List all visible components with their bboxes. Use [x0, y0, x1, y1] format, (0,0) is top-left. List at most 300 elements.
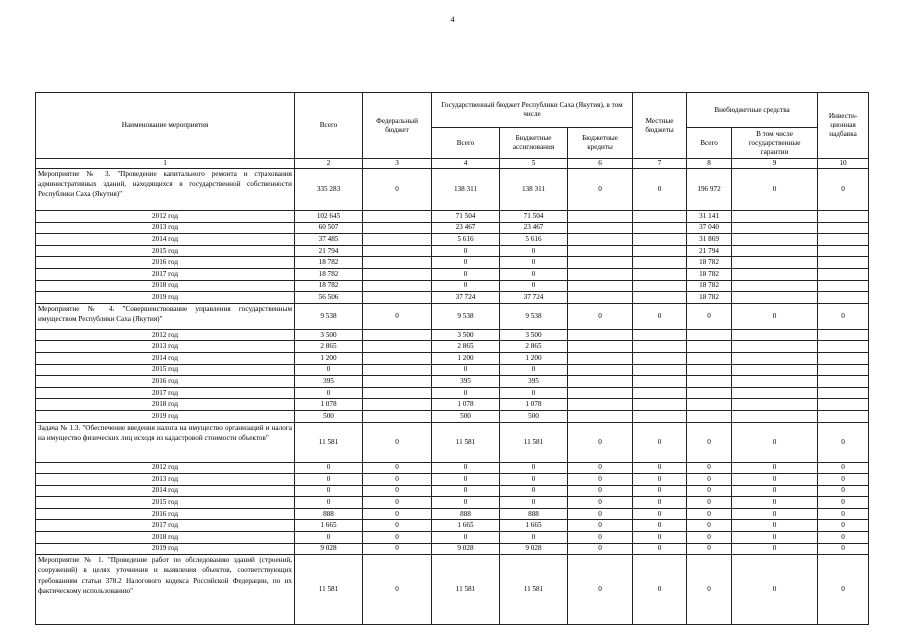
year-value: [818, 399, 869, 411]
year-value: [633, 280, 687, 292]
year-label: 2018 год: [36, 399, 295, 411]
year-value: 0: [432, 268, 500, 280]
measure-value: 11 581: [295, 555, 363, 625]
year-value: [363, 399, 432, 411]
year-value: 0: [732, 462, 818, 474]
measure-title: Мероприятие № 1. "Проведение работ по обследованию зданий (строений, сооружений) в целях уточнения и выявления объектов, соответствующих требованиям статьи 378.2 Налогового кодекса Российской Федерации, по их фактическому использованию": [36, 555, 295, 625]
year-value: 2 865: [432, 341, 500, 353]
year-value: [363, 257, 432, 269]
year-label: 2015 год: [36, 364, 295, 376]
year-value: 0: [500, 497, 568, 509]
year-label: 2012 год: [36, 462, 295, 474]
year-value: 0: [687, 462, 732, 474]
year-value: 18 782: [295, 268, 363, 280]
year-value: [633, 341, 687, 353]
year-value: [363, 222, 432, 234]
year-value: 500: [295, 410, 363, 422]
year-value: [568, 234, 633, 246]
year-value: 500: [500, 410, 568, 422]
year-value: [633, 245, 687, 257]
year-value: 1 665: [295, 520, 363, 532]
year-value: 0: [432, 387, 500, 399]
year-value: [363, 234, 432, 246]
year-value: 0: [818, 532, 869, 544]
year-value: [633, 352, 687, 364]
column-number: 5: [500, 159, 568, 169]
year-value: [818, 234, 869, 246]
column-number: 2: [295, 159, 363, 169]
year-value: 18 782: [687, 280, 732, 292]
year-value: [687, 387, 732, 399]
year-value: 0: [687, 532, 732, 544]
measure-value: 9 538: [432, 303, 500, 329]
year-value: 0: [432, 245, 500, 257]
measure-value: 0: [633, 169, 687, 211]
year-value: 3 500: [500, 329, 568, 341]
measure-row: [36, 169, 869, 211]
year-value: 37 485: [295, 234, 363, 246]
year-value: 3 500: [295, 329, 363, 341]
year-value: 18 782: [687, 257, 732, 269]
header-name: Наименование мероприятия: [36, 93, 295, 159]
year-value: [732, 268, 818, 280]
column-number: 4: [432, 159, 500, 169]
year-value: 23 467: [432, 222, 500, 234]
year-value: 5 616: [432, 234, 500, 246]
year-value: [363, 268, 432, 280]
year-value: 21 794: [687, 245, 732, 257]
year-value: 0: [500, 474, 568, 486]
year-value: 71 504: [432, 211, 500, 223]
year-value: [818, 257, 869, 269]
year-value: 0: [432, 532, 500, 544]
year-value: [818, 410, 869, 422]
year-value: [363, 245, 432, 257]
year-value: 0: [363, 497, 432, 509]
year-value: [568, 387, 633, 399]
year-value: 1 078: [432, 399, 500, 411]
year-value: 0: [633, 520, 687, 532]
measure-value: 0: [568, 555, 633, 625]
year-value: 9 028: [295, 543, 363, 555]
year-value: [687, 399, 732, 411]
year-value: 0: [568, 520, 633, 532]
year-label: 2012 год: [36, 329, 295, 341]
year-value: [818, 352, 869, 364]
year-value: [363, 410, 432, 422]
year-value: 0: [500, 280, 568, 292]
year-value: [818, 329, 869, 341]
year-value: [732, 245, 818, 257]
year-row: [36, 543, 869, 555]
year-value: 0: [432, 497, 500, 509]
year-value: [633, 364, 687, 376]
year-value: [568, 245, 633, 257]
year-value: 0: [500, 245, 568, 257]
year-value: [818, 292, 869, 304]
year-value: [363, 329, 432, 341]
year-value: 1 200: [432, 352, 500, 364]
year-value: 395: [432, 376, 500, 388]
measure-value: 0: [363, 169, 432, 211]
year-value: [363, 364, 432, 376]
year-value: 0: [732, 532, 818, 544]
year-value: 0: [295, 387, 363, 399]
year-value: 0: [818, 462, 869, 474]
year-value: [633, 257, 687, 269]
year-label: 2016 год: [36, 508, 295, 520]
year-label: 2017 год: [36, 387, 295, 399]
year-value: 18 782: [295, 280, 363, 292]
measure-value: 11 581: [295, 422, 363, 462]
year-value: 5 616: [500, 234, 568, 246]
year-value: [818, 245, 869, 257]
year-value: 0: [568, 462, 633, 474]
year-value: [687, 364, 732, 376]
year-value: 0: [818, 485, 869, 497]
year-label: 2019 год: [36, 543, 295, 555]
year-value: [633, 268, 687, 280]
year-row: [36, 364, 869, 376]
year-label: 2015 год: [36, 245, 295, 257]
year-value: 0: [500, 532, 568, 544]
year-value: [687, 329, 732, 341]
header-state-credits: Бюджетные кредиты: [568, 128, 633, 159]
year-row: [36, 474, 869, 486]
column-number: 9: [732, 159, 818, 169]
year-value: [633, 234, 687, 246]
year-value: 2 865: [500, 341, 568, 353]
year-value: [732, 234, 818, 246]
year-label: 2016 год: [36, 257, 295, 269]
year-value: 0: [568, 508, 633, 520]
year-value: 0: [732, 474, 818, 486]
year-value: 1 665: [500, 520, 568, 532]
header-federal: Федеральный бюджет: [363, 93, 432, 159]
header-total: Всего: [295, 93, 363, 159]
measure-value: 0: [818, 422, 869, 462]
year-value: 0: [818, 508, 869, 520]
year-value: 0: [633, 508, 687, 520]
year-value: 0: [568, 543, 633, 555]
year-value: [732, 376, 818, 388]
year-value: 1 078: [295, 399, 363, 411]
header-offbudget-guarantees: В том числе государственные гарантии: [732, 128, 818, 159]
year-value: 0: [432, 485, 500, 497]
year-value: 3 500: [432, 329, 500, 341]
year-value: [818, 341, 869, 353]
year-value: 9 028: [500, 543, 568, 555]
year-value: 1 200: [295, 352, 363, 364]
year-value: 0: [363, 474, 432, 486]
measure-value: 0: [732, 169, 818, 211]
year-value: [568, 376, 633, 388]
year-row: [36, 292, 869, 304]
measure-value: 0: [363, 303, 432, 329]
measure-value: 11 581: [432, 422, 500, 462]
header-offbudget: Внебюджетные средства: [687, 93, 818, 128]
header-state-total: Всего: [432, 128, 500, 159]
year-value: [732, 292, 818, 304]
measure-value: 138 311: [432, 169, 500, 211]
year-value: 0: [295, 474, 363, 486]
year-value: 0: [363, 520, 432, 532]
year-label: 2013 год: [36, 474, 295, 486]
year-value: 0: [818, 543, 869, 555]
year-value: 0: [500, 387, 568, 399]
year-value: 0: [500, 485, 568, 497]
year-value: [363, 280, 432, 292]
measure-value: 0: [732, 422, 818, 462]
year-value: [633, 222, 687, 234]
year-value: [633, 292, 687, 304]
year-row: [36, 352, 869, 364]
year-value: 0: [818, 474, 869, 486]
year-value: [687, 352, 732, 364]
measure-value: 0: [633, 555, 687, 625]
year-row: [36, 387, 869, 399]
year-row: [36, 341, 869, 353]
year-value: 0: [363, 508, 432, 520]
year-value: [732, 211, 818, 223]
measure-value: 0: [732, 555, 818, 625]
year-value: 56 506: [295, 292, 363, 304]
year-row: [36, 268, 869, 280]
year-value: 18 782: [295, 257, 363, 269]
year-label: 2019 год: [36, 410, 295, 422]
year-row: [36, 376, 869, 388]
year-row: [36, 245, 869, 257]
measure-value: 11 581: [432, 555, 500, 625]
year-row: [36, 532, 869, 544]
year-value: [818, 387, 869, 399]
year-value: [687, 341, 732, 353]
measure-row: [36, 303, 869, 329]
year-value: 0: [432, 364, 500, 376]
year-value: 37 040: [687, 222, 732, 234]
year-value: [732, 280, 818, 292]
year-value: 0: [633, 474, 687, 486]
year-value: [732, 257, 818, 269]
year-value: [687, 410, 732, 422]
year-value: 9 028: [432, 543, 500, 555]
year-value: 0: [432, 474, 500, 486]
year-value: 0: [818, 520, 869, 532]
year-value: 0: [687, 543, 732, 555]
measure-value: 0: [818, 555, 869, 625]
year-value: 0: [500, 268, 568, 280]
year-value: [568, 364, 633, 376]
year-row: [36, 497, 869, 509]
year-value: [633, 211, 687, 223]
year-value: 0: [732, 497, 818, 509]
year-value: [818, 364, 869, 376]
year-value: 0: [687, 497, 732, 509]
year-value: [568, 280, 633, 292]
year-value: 0: [295, 364, 363, 376]
measure-value: 0: [568, 422, 633, 462]
header-offbudget-total: Всего: [687, 128, 732, 159]
year-value: 0: [295, 497, 363, 509]
year-value: 23 467: [500, 222, 568, 234]
year-value: 1 665: [432, 520, 500, 532]
year-value: 0: [687, 485, 732, 497]
year-value: [568, 410, 633, 422]
year-value: 2 865: [295, 341, 363, 353]
year-value: [568, 222, 633, 234]
year-value: [818, 280, 869, 292]
year-value: 0: [363, 485, 432, 497]
column-number: 7: [633, 159, 687, 169]
measure-title: Задача № 1.3. "Обеспечение введения налога на имущество организаций и налога на имущество физических лиц исходя из кадастровой стоимости объектов": [36, 422, 295, 462]
year-value: 888: [500, 508, 568, 520]
column-number: 10: [818, 159, 869, 169]
measure-value: 0: [633, 303, 687, 329]
year-value: 0: [687, 508, 732, 520]
year-label: 2014 год: [36, 485, 295, 497]
year-value: 60 507: [295, 222, 363, 234]
year-value: 0: [633, 532, 687, 544]
year-row: [36, 257, 869, 269]
year-row: [36, 410, 869, 422]
year-value: [732, 364, 818, 376]
measure-value: 138 311: [500, 169, 568, 211]
year-row: [36, 520, 869, 532]
measure-value: 196 972: [687, 169, 732, 211]
year-label: 2013 год: [36, 341, 295, 353]
year-value: 102 645: [295, 211, 363, 223]
year-value: [818, 222, 869, 234]
year-value: [732, 399, 818, 411]
year-value: 1 078: [500, 399, 568, 411]
year-value: 31 869: [687, 234, 732, 246]
measure-value: 0: [818, 303, 869, 329]
year-value: [363, 292, 432, 304]
year-value: 0: [568, 485, 633, 497]
year-value: [732, 329, 818, 341]
column-number: 3: [363, 159, 432, 169]
year-label: 2014 год: [36, 352, 295, 364]
year-value: [633, 399, 687, 411]
measure-value: 0: [818, 169, 869, 211]
year-row: [36, 462, 869, 474]
year-value: 18 782: [687, 292, 732, 304]
year-label: 2014 год: [36, 234, 295, 246]
year-value: 0: [432, 462, 500, 474]
year-value: [363, 387, 432, 399]
year-value: [363, 376, 432, 388]
measure-value: 0: [568, 169, 633, 211]
year-value: 0: [732, 485, 818, 497]
header-local: Местные бюджеты: [633, 93, 687, 159]
year-value: [732, 387, 818, 399]
measure-value: 0: [633, 422, 687, 462]
year-value: [732, 410, 818, 422]
year-value: [633, 329, 687, 341]
column-number: 6: [568, 159, 633, 169]
measure-value: 11 581: [500, 422, 568, 462]
year-label: 2017 год: [36, 520, 295, 532]
header-state-appropriations: Бюджетные ассигнования: [500, 128, 568, 159]
year-value: 0: [295, 485, 363, 497]
year-value: 18 782: [687, 268, 732, 280]
year-value: 0: [568, 532, 633, 544]
year-value: 0: [432, 280, 500, 292]
year-value: [818, 376, 869, 388]
measure-value: 9 538: [500, 303, 568, 329]
year-value: [363, 341, 432, 353]
page-number: 4: [450, 15, 455, 24]
year-value: [363, 352, 432, 364]
year-value: 0: [633, 485, 687, 497]
year-label: 2016 год: [36, 376, 295, 388]
year-row: [36, 485, 869, 497]
year-value: 1 200: [500, 352, 568, 364]
year-label: 2013 год: [36, 222, 295, 234]
year-row: [36, 399, 869, 411]
year-value: [687, 376, 732, 388]
year-value: [732, 222, 818, 234]
year-value: 0: [568, 474, 633, 486]
year-label: 2018 год: [36, 532, 295, 544]
column-number-row: [36, 159, 869, 169]
year-value: 0: [687, 474, 732, 486]
measure-title: Мероприятие № 4. "Совершенствование управления государственным имуществом Республики Саха (Якутия)": [36, 303, 295, 329]
year-value: 0: [732, 520, 818, 532]
budget-table: [35, 92, 869, 625]
year-value: [568, 341, 633, 353]
year-value: [818, 268, 869, 280]
year-value: [568, 399, 633, 411]
year-row: [36, 329, 869, 341]
year-value: 0: [500, 462, 568, 474]
year-value: 0: [295, 532, 363, 544]
year-value: [732, 341, 818, 353]
year-value: [568, 292, 633, 304]
year-label: 2017 год: [36, 268, 295, 280]
year-value: 31 141: [687, 211, 732, 223]
measure-row: [36, 422, 869, 462]
year-value: 37 724: [500, 292, 568, 304]
measure-value: 0: [687, 303, 732, 329]
year-value: 0: [568, 497, 633, 509]
year-value: [732, 352, 818, 364]
year-value: [568, 352, 633, 364]
year-label: 2019 год: [36, 292, 295, 304]
column-number: 1: [36, 159, 295, 169]
year-value: 71 504: [500, 211, 568, 223]
year-value: [568, 257, 633, 269]
year-row: [36, 280, 869, 292]
year-value: 0: [732, 508, 818, 520]
year-row: [36, 234, 869, 246]
year-value: [633, 376, 687, 388]
year-label: 2012 год: [36, 211, 295, 223]
year-value: [568, 268, 633, 280]
measure-value: 0: [687, 555, 732, 625]
year-value: 0: [295, 462, 363, 474]
measure-value: 11 581: [500, 555, 568, 625]
measure-title: Мероприятие № 3. "Проведение капитального ремонта и страхования административных зданий, находящихся в государственной собственности Республики Саха (Якутия)": [36, 169, 295, 211]
year-value: 395: [295, 376, 363, 388]
measure-value: 0: [732, 303, 818, 329]
year-row: [36, 508, 869, 520]
year-value: 0: [633, 543, 687, 555]
year-value: 0: [687, 520, 732, 532]
measure-value: 9 538: [295, 303, 363, 329]
year-value: 21 794: [295, 245, 363, 257]
year-value: 395: [500, 376, 568, 388]
